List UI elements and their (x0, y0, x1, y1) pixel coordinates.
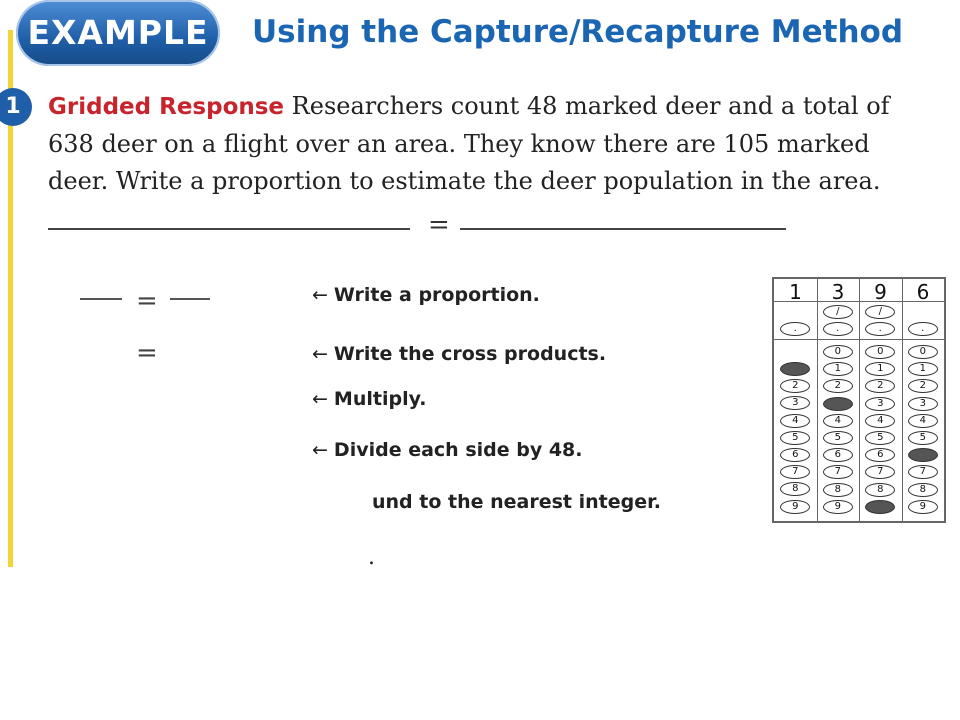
step-label: Divide each side by 48. (333, 439, 583, 461)
decimal-point-bubble[interactable]: . (865, 322, 895, 336)
grid-answer-digit: 1 (789, 280, 802, 304)
step-round-note: und to the nearest integer. (372, 491, 661, 513)
digit-bubble[interactable]: 5 (865, 431, 895, 445)
grid-answer-digit: 6 (916, 280, 930, 304)
digit-bubble[interactable]: 4 (865, 414, 895, 428)
decimal-point-bubble[interactable]: . (780, 322, 810, 336)
digit-bubble[interactable]: 2 (908, 379, 938, 393)
step-label: Write the cross products. (333, 343, 607, 365)
gridded-response-grid (772, 277, 946, 523)
digit-bubble[interactable]: 1 (908, 362, 938, 376)
problem-number-badge: 1 (0, 88, 32, 126)
grid-answer-digit: 9 (874, 280, 887, 304)
digit-bubble[interactable]: 5 (908, 431, 938, 445)
digit-bubble[interactable]: 2 (823, 379, 853, 393)
step-multiply (312, 388, 426, 410)
digit-bubble[interactable]: 6 (865, 448, 895, 462)
step-divide (312, 439, 583, 461)
final-period: . (368, 545, 375, 570)
digit-bubble[interactable]: 3 (823, 397, 853, 411)
grid-row-divider (774, 339, 944, 340)
digit-bubble[interactable]: 3 (865, 397, 895, 411)
digit-bubble[interactable]: 9 (823, 500, 853, 514)
digit-bubble[interactable]: 7 (780, 465, 810, 479)
digit-bubble[interactable]: 6 (908, 448, 938, 462)
digit-bubble[interactable]: 8 (780, 482, 810, 496)
digit-bubble[interactable]: 7 (823, 465, 853, 479)
fraction-slash-bubble[interactable]: / (823, 305, 853, 319)
digit-bubble[interactable]: 8 (823, 483, 853, 497)
example-badge: EXAMPLE (16, 0, 220, 66)
problem-text: Researchers count 48 marked deer and a total of 638 deer on a flight over an area. They know there are 105 marked deer. Write a proportion to estimate the deer population in the area. (48, 92, 890, 195)
digit-bubble[interactable]: 5 (823, 431, 853, 445)
digit-bubble[interactable]: 9 (780, 500, 810, 514)
answer-blank-left (48, 228, 410, 230)
step-label: Multiply. (333, 388, 427, 410)
problem-heading: Gridded Response (48, 94, 285, 120)
digit-bubble[interactable]: 1 (865, 362, 895, 376)
grid-column-divider (817, 279, 818, 521)
digit-bubble[interactable]: 8 (908, 483, 938, 497)
proportion-equals-sign: = (136, 286, 158, 316)
left-arrow-icon: ← (312, 343, 328, 365)
digit-bubble[interactable]: 3 (780, 396, 810, 410)
fraction-bar-right (170, 298, 210, 300)
fraction-bar-left (80, 298, 122, 300)
grid-answer-digit: 3 (831, 280, 845, 304)
digit-bubble[interactable]: 6 (780, 448, 810, 462)
page-title: Using the Capture/Recapture Method (252, 14, 904, 50)
decimal-point-bubble[interactable]: . (823, 322, 853, 336)
grid-column-divider (902, 279, 903, 521)
digit-bubble[interactable]: 7 (865, 465, 895, 479)
left-arrow-icon: ← (312, 439, 328, 461)
left-arrow-icon: ← (312, 388, 328, 410)
decimal-point-bubble[interactable]: . (908, 322, 938, 336)
grid-column-divider (859, 279, 860, 521)
left-arrow-icon: ← (312, 284, 328, 306)
digit-bubble[interactable]: 7 (908, 465, 938, 479)
digit-bubble[interactable]: 4 (823, 414, 853, 428)
digit-bubble[interactable]: 0 (823, 345, 853, 359)
digit-bubble[interactable]: 1 (823, 362, 853, 376)
digit-bubble[interactable]: 6 (823, 448, 853, 462)
digit-bubble[interactable]: 4 (908, 414, 938, 428)
step-write-proportion (312, 284, 540, 306)
cross-product-equals-sign: = (136, 338, 158, 368)
digit-bubble[interactable]: 5 (780, 431, 810, 445)
fraction-slash-bubble[interactable]: / (865, 305, 895, 319)
step-cross-products (312, 343, 606, 365)
digit-bubble[interactable]: 9 (908, 500, 938, 514)
digit-bubble[interactable]: 1 (780, 362, 810, 376)
answer-equals-sign: = (428, 210, 450, 240)
problem-statement (48, 88, 928, 200)
digit-bubble[interactable]: 4 (780, 414, 810, 428)
digit-bubble[interactable]: 2 (865, 379, 895, 393)
digit-bubble[interactable]: 2 (780, 379, 810, 393)
digit-bubble[interactable]: 0 (865, 345, 895, 359)
digit-bubble[interactable]: 3 (908, 397, 938, 411)
digit-bubble[interactable]: 8 (865, 483, 895, 497)
digit-bubble[interactable]: 0 (908, 345, 938, 359)
step-label: Write a proportion. (333, 284, 540, 306)
digit-bubble[interactable]: 9 (865, 500, 895, 514)
answer-blank-right (460, 228, 786, 230)
